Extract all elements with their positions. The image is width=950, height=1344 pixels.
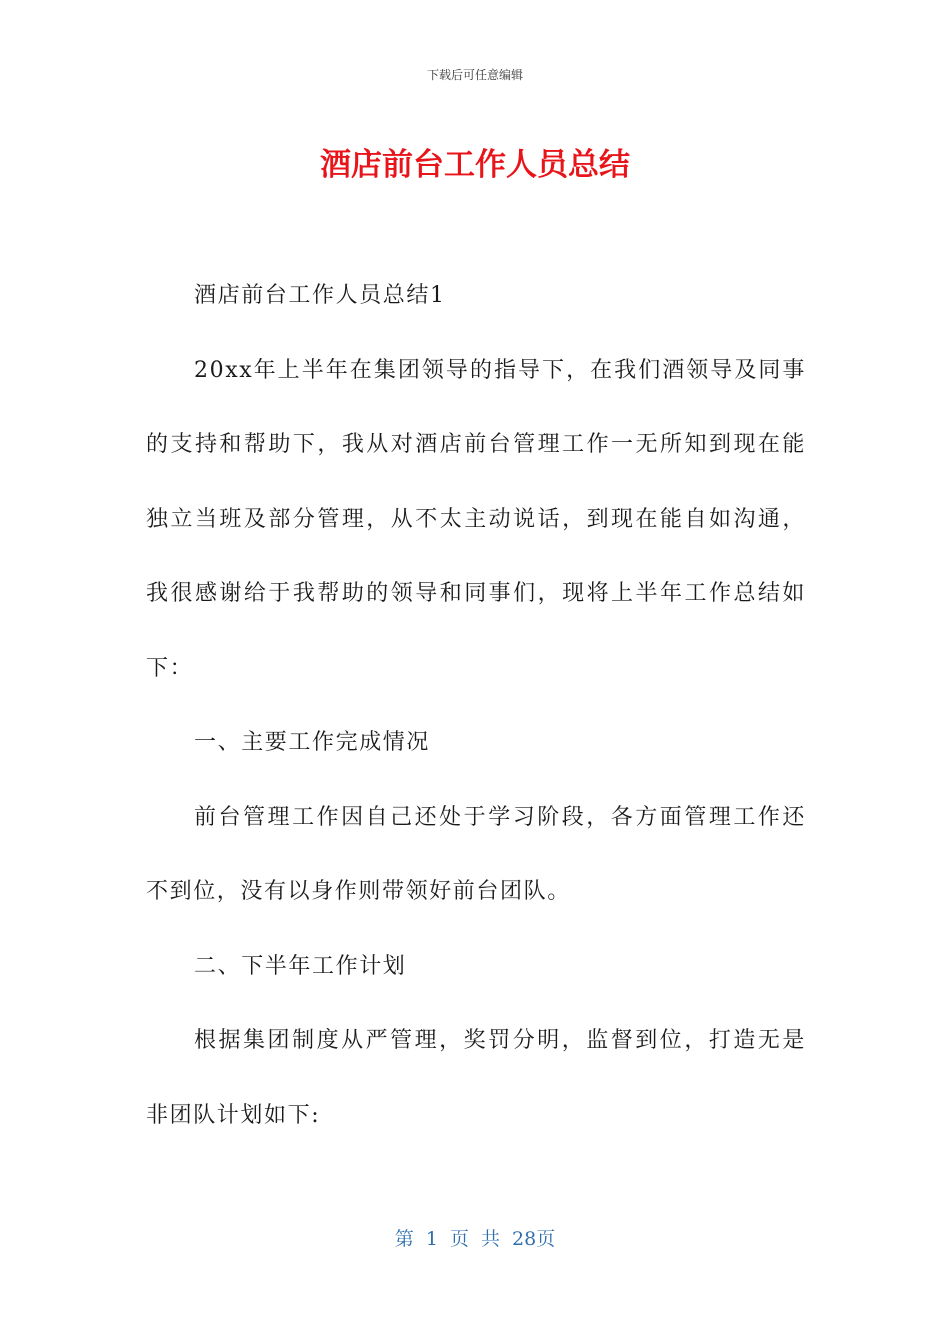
intro-paragraph: 20xx年上半年在集团领导的指导下，在我们酒领导及同事的支持和帮助下，我从对酒店前台管理工作一无所知到现在能独立当班及部分管理，从不太主动说话，到现在能自如沟通，我很感谢给于我帮助的领导和同事们，现将上半年工作总结如下： xyxy=(146,357,806,681)
section-heading-main-work: 一、主要工作完成情况 xyxy=(194,730,431,755)
section-heading-1: 酒店前台工作人员总结1 xyxy=(194,283,446,308)
document-title: 酒店前台工作人员总结 xyxy=(320,147,630,183)
plan-paragraph: 根据集团制度从严管理，奖罚分明，监督到位，打造无是非团队计划如下: xyxy=(146,1028,806,1128)
section-heading-plan: 二、下半年工作计划 xyxy=(194,953,407,979)
page-number-footer: 第 1 页 共 28页 xyxy=(394,1228,556,1250)
document-body xyxy=(146,259,806,1153)
main-work-paragraph: 前台管理工作因自己还处于学习阶段，各方面管理工作还不到位，没有以身作则带领好前台团队。 xyxy=(146,804,806,904)
page-header-note: 下载后可任意编辑 xyxy=(426,68,523,82)
